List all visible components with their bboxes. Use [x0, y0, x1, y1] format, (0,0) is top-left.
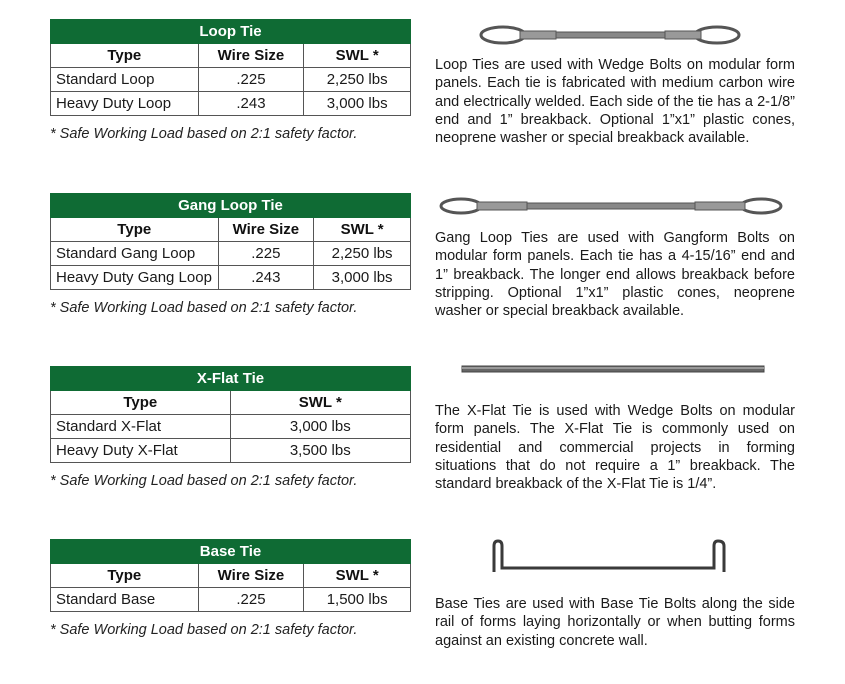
- x-flat-tie-table: [50, 366, 411, 463]
- cell-wire-size: .225: [198, 68, 304, 92]
- gang-loop-tie-table: [50, 193, 411, 290]
- column-header: Type: [51, 391, 231, 415]
- base-tie-description: Base Ties are used with Base Tie Bolts along the side rail of forms laying horizontally or when butting forms against an existing concrete wall.: [435, 596, 795, 649]
- table-title: Loop Tie: [51, 20, 411, 44]
- cell-swl: 1,500 lbs: [304, 588, 411, 612]
- column-header: Wire Size: [218, 218, 314, 242]
- loop-tie-table: [50, 19, 411, 116]
- table-row: [51, 92, 411, 116]
- table-title: X-Flat Tie: [51, 367, 411, 391]
- cell-swl: 3,000 lbs: [314, 266, 411, 290]
- safety-note: * Safe Working Load based on 2:1 safety factor.: [50, 622, 358, 638]
- cell-wire-size: .243: [218, 266, 314, 290]
- table-row: [51, 588, 411, 612]
- cell-wire-size: .243: [198, 92, 304, 116]
- cell-swl: 2,250 lbs: [314, 242, 411, 266]
- cell-type: Standard X-Flat: [51, 415, 231, 439]
- table-row: [51, 242, 411, 266]
- safety-note: * Safe Working Load based on 2:1 safety factor.: [50, 126, 358, 142]
- x-flat-tie-image: [460, 362, 766, 376]
- loop-tie-image: [475, 20, 745, 50]
- table-row: [51, 68, 411, 92]
- column-header: Wire Size: [198, 564, 304, 588]
- cell-swl: 3,000 lbs: [230, 415, 410, 439]
- column-header: Wire Size: [198, 44, 304, 68]
- column-header: SWL *: [230, 391, 410, 415]
- cell-type: Standard Base: [51, 588, 199, 612]
- gang-loop-tie-image: [435, 191, 787, 221]
- gang-loop-tie-description: Gang Loop Ties are used with Gangform Bolts on modular form panels. Each tie has a 4-15/16” end and 1” breakback. The longer end allows breakback before stripping. Optional 1”x1” plastic cones, neoprene washer or special breakback available.: [435, 230, 795, 320]
- cell-swl: 3,500 lbs: [230, 439, 410, 463]
- cell-type: Standard Gang Loop: [51, 242, 219, 266]
- table-row: [51, 439, 411, 463]
- cell-type: Heavy Duty Gang Loop: [51, 266, 219, 290]
- column-header: Type: [51, 564, 199, 588]
- column-header: Type: [51, 44, 199, 68]
- table-title: Base Tie: [51, 540, 411, 564]
- cell-type: Heavy Duty X-Flat: [51, 439, 231, 463]
- loop-tie-description: Loop Ties are used with Wedge Bolts on modular form panels. Each tie is fabricated with medium carbon wire and electrically welded. Each side of the tie has a 2-1/8” end and 1” breakback. Optional 1”x1” plastic cones, neoprene washer or special breakback available.: [435, 57, 795, 147]
- column-header: SWL *: [304, 44, 411, 68]
- column-header: Type: [51, 218, 219, 242]
- cell-wire-size: .225: [198, 588, 304, 612]
- base-tie-table: [50, 539, 411, 612]
- cell-type: Standard Loop: [51, 68, 199, 92]
- table-row: [51, 266, 411, 290]
- base-tie-image: [488, 538, 730, 578]
- cell-type: Heavy Duty Loop: [51, 92, 199, 116]
- safety-note: * Safe Working Load based on 2:1 safety factor.: [50, 473, 358, 489]
- cell-swl: 2,250 lbs: [304, 68, 411, 92]
- table-row: [51, 415, 411, 439]
- cell-wire-size: .225: [218, 242, 314, 266]
- column-header: SWL *: [314, 218, 411, 242]
- cell-swl: 3,000 lbs: [304, 92, 411, 116]
- column-header: SWL *: [304, 564, 411, 588]
- x-flat-tie-description: The X-Flat Tie is used with Wedge Bolts on modular form panels. The X-Flat Tie is commonly used on residential and commercial projects in forming situations that do not require a 1” breakback. The standard breakback of the X-Flat Tie is 1/4”.: [435, 403, 795, 493]
- safety-note: * Safe Working Load based on 2:1 safety factor.: [50, 300, 358, 316]
- table-title: Gang Loop Tie: [51, 194, 411, 218]
